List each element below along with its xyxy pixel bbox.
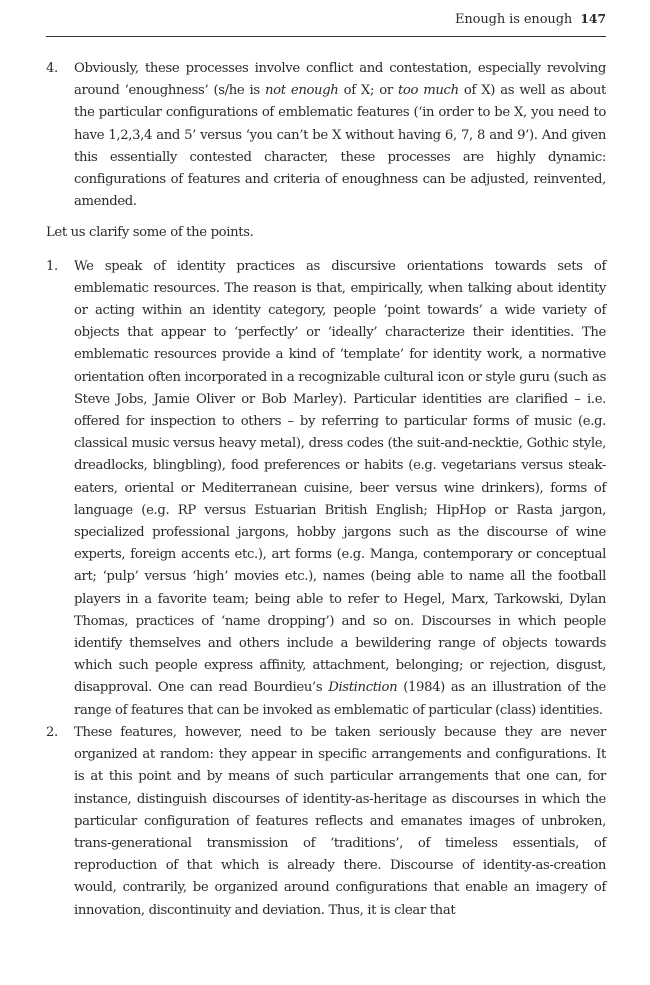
- intro-paragraph: Let us clarify some of the points.: [46, 225, 254, 241]
- list-item-text: [74, 58, 606, 213]
- list-item-text: These features, however, need to be taken seriously because they are never organized at random: they appear in specific arrangements and configurations. It is at this point and by means of such particular arrangements that one can, for instance, distinguish discourses of identity-as-heritage as discourses in which the particular configuration of features reflects and emanates images of unbroken, trans-generational transmission of ‘traditions’, of timeless essentials, of reproduction of that which is already there. Discourse of identity-as-creation would, contrarily, be organized around configurations that enable an imagery of innovation, discontinuity and deviation. Thus, it is clear that: [74, 724, 606, 918]
- book-title: Distinction: [328, 680, 398, 696]
- list-number: 4.: [46, 61, 58, 76]
- list-number: 1.: [46, 258, 58, 274]
- list-number: 2.: [46, 724, 58, 740]
- text-run: Obviously, these processes involve conflict and contestation, especially revolving around ‘enoughness’ (s/he is: [74, 61, 606, 99]
- running-header: [46, 10, 606, 37]
- text-run: We speak of identity practices as discursive orientations towards sets of emblematic resources. The reason is that, empirically, when talking about identity or acting within an identity category, people ‘point towards’ a wide variety of objects that appear to ‘perfectly’ or ‘ideally’ characterize their identities. The emblematic resources provide a kind of ‘template’ for identity work, a normative orientation often incorporated in a recognizable cultural icon or style guru (such as Steve Jobs, Jamie Oliver or Bob Marley). Particular identities are clarified – i.e. offered for inspection to others – by referring to particular forms of music (e.g. classical music versus heavy metal), dress codes (the suit-and-necktie, Gothic style, dreadlocks, blingbling), food preferences or habits (e.g. vegetarians versus steak-eaters, oriental or Mediterranean cuisine, beer versus wine drinkers), forms of language (e.g. RP versus Estuarian British English; HipHop or Rasta jargon, specialized professional jargons, hobby jargons such as the discourse of wine experts, foreign accents etc.), art forms (e.g. Manga, contemporary or conceptual art; ‘pulp’ versus ‘high’ movies etc.), names (being able to name all the football players in a favorite team; being able to refer to Hegel, Marx, Tarkowski, Dylan Thomas, practices of ‘name dropping’) and so on. Discourses in which people identify themselves and others include a bewildering range of objects towards which such people express affinity, attachment, belonging; or rejection, disgust, disapproval. One can read Bourdieu’s: [74, 258, 606, 696]
- header-text: [455, 11, 606, 27]
- text-run: of X) as well as about the particular configurations of emblematic features (‘in order to be X, you need to have 1,2,3,4 and 5’ versus ‘you can’t be X without having 6, 7, 8 and 9’). And given this essentially contested character, these processes are highly dynamic: configurations of features and criteria of enoughness can be adjusted, reinvented, amended.: [74, 83, 607, 210]
- emphasis: not enough: [265, 83, 339, 99]
- list-item-1: [46, 256, 606, 722]
- text-run: (1984) as an illustration of the range of features that can be invoked as emblematic of particular (class) identities.: [74, 680, 607, 718]
- list-item-text: [74, 256, 606, 722]
- emphasis: too much: [397, 83, 459, 99]
- list-item-4: [46, 58, 606, 213]
- running-title: Enough is enough: [454, 12, 573, 27]
- page-number: 147: [580, 11, 606, 26]
- text-run: of X; or: [338, 83, 398, 99]
- list-item-2: [46, 722, 606, 922]
- page-body: [46, 58, 606, 922]
